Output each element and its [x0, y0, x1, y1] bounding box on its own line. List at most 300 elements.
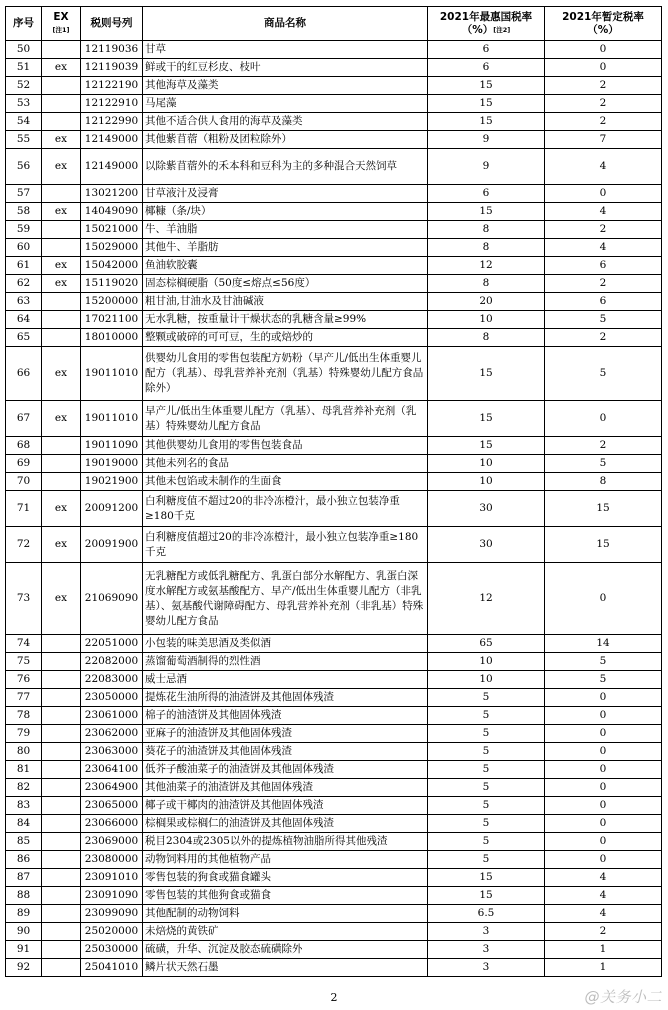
table-row [6, 131, 662, 149]
header-code: 税则号列 [81, 7, 143, 41]
cell-provisional-rate: 0 [545, 761, 662, 779]
cell-code: 19019000 [81, 455, 143, 473]
cell-seq: 77 [6, 689, 42, 707]
cell-name: 其他牛、羊脂肪 [143, 239, 428, 257]
cell-mfn-rate: 8 [428, 221, 545, 239]
cell-seq: 71 [6, 491, 42, 527]
table-row [6, 707, 662, 725]
cell-name: 威士忌酒 [143, 671, 428, 689]
cell-mfn-rate: 15 [428, 203, 545, 221]
cell-name: 提炼花生油所得的油渣饼及其他固体残渣 [143, 689, 428, 707]
cell-provisional-rate: 4 [545, 239, 662, 257]
cell-code: 20091200 [81, 491, 143, 527]
table-row [6, 743, 662, 761]
table-row [6, 473, 662, 491]
table-row [6, 455, 662, 473]
cell-mfn-rate: 15 [428, 401, 545, 437]
cell-name: 早产儿/低出生体重婴儿配方（乳基）、母乳营养补充剂（乳基）特殊婴幼儿配方食品 [143, 401, 428, 437]
cell-provisional-rate: 0 [545, 797, 662, 815]
cell-ex [42, 41, 81, 59]
cell-mfn-rate: 6.5 [428, 905, 545, 923]
cell-ex [42, 815, 81, 833]
cell-ex [42, 779, 81, 797]
cell-code: 23091090 [81, 887, 143, 905]
cell-provisional-rate: 2 [545, 95, 662, 113]
cell-provisional-rate: 15 [545, 491, 662, 527]
cell-mfn-rate: 5 [428, 743, 545, 761]
cell-name: 其他配制的动物饲料 [143, 905, 428, 923]
cell-ex: ex [42, 563, 81, 635]
cell-mfn-rate: 10 [428, 653, 545, 671]
table-row [6, 653, 662, 671]
cell-provisional-rate: 4 [545, 203, 662, 221]
cell-mfn-rate: 15 [428, 113, 545, 131]
cell-provisional-rate: 0 [545, 401, 662, 437]
cell-code: 23080000 [81, 851, 143, 869]
cell-ex: ex [42, 257, 81, 275]
cell-ex [42, 725, 81, 743]
cell-ex [42, 635, 81, 653]
cell-name: 零售包装的狗食或猫食罐头 [143, 869, 428, 887]
cell-mfn-rate: 10 [428, 455, 545, 473]
cell-code: 25030000 [81, 941, 143, 959]
cell-name: 其他海草及藻类 [143, 77, 428, 95]
cell-provisional-rate: 14 [545, 635, 662, 653]
cell-mfn-rate: 5 [428, 689, 545, 707]
cell-mfn-rate: 15 [428, 437, 545, 455]
cell-name: 蒸馏葡萄酒制得的烈性酒 [143, 653, 428, 671]
table-row [6, 221, 662, 239]
table-row [6, 113, 662, 131]
cell-provisional-rate: 5 [545, 671, 662, 689]
cell-seq: 81 [6, 761, 42, 779]
cell-seq: 70 [6, 473, 42, 491]
cell-seq: 89 [6, 905, 42, 923]
cell-mfn-rate: 8 [428, 329, 545, 347]
table-row [6, 689, 662, 707]
cell-ex: ex [42, 347, 81, 401]
cell-provisional-rate: 4 [545, 149, 662, 185]
cell-seq: 92 [6, 959, 42, 977]
cell-seq: 72 [6, 527, 42, 563]
cell-seq: 85 [6, 833, 42, 851]
table-row [6, 203, 662, 221]
cell-mfn-rate: 5 [428, 833, 545, 851]
cell-seq: 84 [6, 815, 42, 833]
cell-code: 12122910 [81, 95, 143, 113]
cell-mfn-rate: 8 [428, 275, 545, 293]
cell-seq: 62 [6, 275, 42, 293]
cell-seq: 54 [6, 113, 42, 131]
cell-provisional-rate: 2 [545, 329, 662, 347]
cell-code: 23050000 [81, 689, 143, 707]
table-row [6, 761, 662, 779]
cell-mfn-rate: 15 [428, 347, 545, 401]
cell-mfn-rate: 6 [428, 59, 545, 77]
table-row [6, 275, 662, 293]
header-ex [42, 7, 81, 41]
cell-name: 税目2304或2305以外的提炼植物油脂所得其他残渣 [143, 833, 428, 851]
cell-name: 未焙烧的黄铁矿 [143, 923, 428, 941]
cell-provisional-rate: 2 [545, 77, 662, 95]
cell-seq: 91 [6, 941, 42, 959]
table-row [6, 329, 662, 347]
cell-name: 棕榈果或棕榈仁的油渣饼及其他固体残渣 [143, 815, 428, 833]
cell-mfn-rate: 5 [428, 851, 545, 869]
cell-seq: 63 [6, 293, 42, 311]
cell-code: 12119039 [81, 59, 143, 77]
table-row [6, 95, 662, 113]
cell-name: 椰子或干椰肉的油渣饼及其他固体残渣 [143, 797, 428, 815]
cell-mfn-rate: 6 [428, 41, 545, 59]
header-row [6, 7, 662, 41]
cell-provisional-rate: 1 [545, 941, 662, 959]
cell-name: 其他未包馅或未制作的生面食 [143, 473, 428, 491]
cell-name: 椰糠（条/块） [143, 203, 428, 221]
cell-ex [42, 905, 81, 923]
table-row [6, 797, 662, 815]
table-row [6, 59, 662, 77]
cell-code: 18010000 [81, 329, 143, 347]
cell-mfn-rate: 9 [428, 131, 545, 149]
cell-name: 零售包装的其他狗食或猫食 [143, 887, 428, 905]
cell-mfn-rate: 8 [428, 239, 545, 257]
cell-mfn-rate: 20 [428, 293, 545, 311]
cell-code: 15119020 [81, 275, 143, 293]
table-row [6, 311, 662, 329]
cell-ex [42, 95, 81, 113]
cell-mfn-rate: 12 [428, 563, 545, 635]
cell-provisional-rate: 1 [545, 959, 662, 977]
watermark-text: @关务小二 [584, 988, 662, 1006]
cell-provisional-rate: 0 [545, 59, 662, 77]
cell-provisional-rate: 7 [545, 131, 662, 149]
cell-seq: 68 [6, 437, 42, 455]
cell-code: 23063000 [81, 743, 143, 761]
cell-mfn-rate: 5 [428, 707, 545, 725]
cell-ex [42, 941, 81, 959]
header-seq: 序号 [6, 7, 42, 41]
cell-code: 19011010 [81, 347, 143, 401]
header-prov [545, 7, 662, 41]
table-header [6, 7, 662, 41]
cell-ex [42, 887, 81, 905]
cell-provisional-rate: 4 [545, 887, 662, 905]
page-number: 2 [330, 991, 338, 1004]
cell-seq: 65 [6, 329, 42, 347]
cell-code: 15021000 [81, 221, 143, 239]
cell-mfn-rate: 30 [428, 491, 545, 527]
cell-mfn-rate: 5 [428, 797, 545, 815]
cell-mfn-rate: 5 [428, 761, 545, 779]
table-row [6, 77, 662, 95]
cell-name: 其他不适合供人食用的海草及藻类 [143, 113, 428, 131]
cell-name: 白利糖度值超过20的非冷冻橙汁，最小独立包装净重≥180千克 [143, 527, 428, 563]
cell-name: 甘草液汁及浸膏 [143, 185, 428, 203]
header-prov-line1: 2021年暂定税率 [562, 10, 644, 23]
cell-code: 12122990 [81, 113, 143, 131]
cell-code: 21069090 [81, 563, 143, 635]
cell-name: 整颗或破碎的可可豆，生的或焙炒的 [143, 329, 428, 347]
cell-name: 其他供婴幼儿食用的零售包装食品 [143, 437, 428, 455]
cell-provisional-rate: 0 [545, 563, 662, 635]
cell-code: 23065000 [81, 797, 143, 815]
cell-provisional-rate: 5 [545, 311, 662, 329]
table-row [6, 923, 662, 941]
cell-mfn-rate: 15 [428, 77, 545, 95]
cell-name: 硫磺，升华、沉淀及胶态硫磺除外 [143, 941, 428, 959]
cell-ex: ex [42, 527, 81, 563]
cell-code: 15200000 [81, 293, 143, 311]
table-row [6, 257, 662, 275]
cell-ex [42, 329, 81, 347]
cell-seq: 53 [6, 95, 42, 113]
cell-seq: 82 [6, 779, 42, 797]
cell-ex: ex [42, 59, 81, 77]
table-row [6, 941, 662, 959]
table-row [6, 779, 662, 797]
cell-mfn-rate: 30 [428, 527, 545, 563]
cell-provisional-rate: 0 [545, 707, 662, 725]
cell-code: 12149000 [81, 131, 143, 149]
cell-seq: 74 [6, 635, 42, 653]
cell-ex: ex [42, 275, 81, 293]
cell-provisional-rate: 5 [545, 653, 662, 671]
cell-name: 其他油菜子的油渣饼及其他固体残渣 [143, 779, 428, 797]
header-prov-line2: （%） [587, 23, 619, 36]
cell-ex [42, 707, 81, 725]
cell-ex [42, 77, 81, 95]
cell-seq: 76 [6, 671, 42, 689]
table-row [6, 239, 662, 257]
header-ex-label: EX [53, 10, 69, 23]
cell-provisional-rate: 4 [545, 869, 662, 887]
cell-name: 鱼油软胶囊 [143, 257, 428, 275]
cell-ex [42, 455, 81, 473]
cell-mfn-rate: 5 [428, 725, 545, 743]
cell-provisional-rate: 8 [545, 473, 662, 491]
table-body [6, 41, 662, 977]
cell-ex [42, 239, 81, 257]
table-row [6, 671, 662, 689]
cell-code: 14049090 [81, 203, 143, 221]
table-row [6, 401, 662, 437]
cell-name: 棉子的油渣饼及其他固体残渣 [143, 707, 428, 725]
cell-seq: 59 [6, 221, 42, 239]
cell-name: 固态棕榈硬脂（50度≤熔点≤56度） [143, 275, 428, 293]
cell-name: 马尾藻 [143, 95, 428, 113]
table-row [6, 887, 662, 905]
cell-code: 12149000 [81, 149, 143, 185]
table-row [6, 905, 662, 923]
cell-ex [42, 833, 81, 851]
cell-mfn-rate: 3 [428, 941, 545, 959]
cell-name: 亚麻子的油渣饼及其他固体残渣 [143, 725, 428, 743]
cell-seq: 83 [6, 797, 42, 815]
cell-ex [42, 437, 81, 455]
cell-seq: 90 [6, 923, 42, 941]
tariff-table [5, 6, 662, 977]
cell-seq: 50 [6, 41, 42, 59]
cell-provisional-rate: 5 [545, 455, 662, 473]
cell-ex [42, 293, 81, 311]
cell-code: 23069000 [81, 833, 143, 851]
cell-name: 无乳糖配方或低乳糖配方、乳蛋白部分水解配方、乳蛋白深度水解配方或氨基酸配方、早产/低出生体重婴儿配方（非乳基）、氨基酸代谢障碍配方、母乳营养补充剂（非乳基）特殊婴幼儿配方食品 [143, 563, 428, 635]
cell-provisional-rate: 0 [545, 743, 662, 761]
cell-ex [42, 473, 81, 491]
header-mfn-line1: 2021年最惠国税率 [439, 10, 533, 23]
header-name: 商品名称 [143, 7, 428, 41]
header-mfn-note: [注2] [493, 25, 511, 34]
cell-name: 低芥子酸油菜子的油渣饼及其他固体残渣 [143, 761, 428, 779]
cell-code: 12122190 [81, 77, 143, 95]
cell-name: 无水乳糖，按重量计干燥状态的乳糖含量≥99% [143, 311, 428, 329]
cell-ex [42, 959, 81, 977]
table-row [6, 851, 662, 869]
cell-code: 15029000 [81, 239, 143, 257]
cell-seq: 86 [6, 851, 42, 869]
cell-mfn-rate: 3 [428, 923, 545, 941]
cell-provisional-rate: 0 [545, 779, 662, 797]
cell-mfn-rate: 3 [428, 959, 545, 977]
cell-seq: 69 [6, 455, 42, 473]
cell-seq: 79 [6, 725, 42, 743]
cell-provisional-rate: 2 [545, 437, 662, 455]
table-row [6, 869, 662, 887]
cell-name: 动物饲料用的其他植物产品 [143, 851, 428, 869]
cell-seq: 56 [6, 149, 42, 185]
table-row [6, 959, 662, 977]
cell-provisional-rate: 0 [545, 41, 662, 59]
cell-name: 以除紫苜蓿外的禾本科和豆科为主的多种混合天然饲草 [143, 149, 428, 185]
cell-ex: ex [42, 149, 81, 185]
cell-name: 牛、羊油脂 [143, 221, 428, 239]
cell-ex [42, 761, 81, 779]
cell-ex [42, 113, 81, 131]
cell-ex: ex [42, 131, 81, 149]
cell-seq: 58 [6, 203, 42, 221]
cell-code: 19021900 [81, 473, 143, 491]
header-mfn [428, 7, 545, 41]
cell-seq: 80 [6, 743, 42, 761]
header-ex-note: [注1] [52, 25, 70, 34]
cell-seq: 60 [6, 239, 42, 257]
cell-mfn-rate: 9 [428, 149, 545, 185]
cell-code: 15042000 [81, 257, 143, 275]
cell-mfn-rate: 10 [428, 671, 545, 689]
table-row [6, 293, 662, 311]
cell-name: 小包装的味美思酒及类似酒 [143, 635, 428, 653]
cell-provisional-rate: 5 [545, 347, 662, 401]
header-mfn-line2: （%） [461, 23, 494, 36]
table-row [6, 437, 662, 455]
cell-name: 其他未列名的食品 [143, 455, 428, 473]
cell-name: 鳞片状天然石墨 [143, 959, 428, 977]
cell-provisional-rate: 15 [545, 527, 662, 563]
cell-provisional-rate: 2 [545, 221, 662, 239]
cell-ex: ex [42, 491, 81, 527]
table-row [6, 491, 662, 527]
cell-code: 23064900 [81, 779, 143, 797]
cell-code: 17021100 [81, 311, 143, 329]
cell-provisional-rate: 0 [545, 185, 662, 203]
cell-provisional-rate: 2 [545, 113, 662, 131]
cell-provisional-rate: 0 [545, 689, 662, 707]
cell-mfn-rate: 65 [428, 635, 545, 653]
cell-seq: 51 [6, 59, 42, 77]
cell-code: 23066000 [81, 815, 143, 833]
cell-code: 23091010 [81, 869, 143, 887]
cell-provisional-rate: 0 [545, 833, 662, 851]
cell-seq: 66 [6, 347, 42, 401]
cell-ex [42, 743, 81, 761]
cell-seq: 87 [6, 869, 42, 887]
cell-mfn-rate: 15 [428, 887, 545, 905]
table-row [6, 149, 662, 185]
table-row [6, 833, 662, 851]
cell-seq: 67 [6, 401, 42, 437]
cell-mfn-rate: 10 [428, 473, 545, 491]
cell-seq: 61 [6, 257, 42, 275]
cell-ex [42, 311, 81, 329]
cell-ex [42, 671, 81, 689]
cell-provisional-rate: 2 [545, 923, 662, 941]
cell-seq: 52 [6, 77, 42, 95]
cell-mfn-rate: 10 [428, 311, 545, 329]
cell-code: 22083000 [81, 671, 143, 689]
cell-provisional-rate: 6 [545, 293, 662, 311]
cell-name: 白利糖度值不超过20的非冷冻橙汁，最小独立包装净重≥180千克 [143, 491, 428, 527]
cell-seq: 64 [6, 311, 42, 329]
table-row [6, 725, 662, 743]
cell-code: 12119036 [81, 41, 143, 59]
cell-code: 23061000 [81, 707, 143, 725]
cell-name: 鲜或干的红豆杉皮、枝叶 [143, 59, 428, 77]
cell-code: 22051000 [81, 635, 143, 653]
cell-code: 13021200 [81, 185, 143, 203]
cell-code: 25041010 [81, 959, 143, 977]
cell-mfn-rate: 5 [428, 779, 545, 797]
cell-ex [42, 923, 81, 941]
cell-code: 25020000 [81, 923, 143, 941]
table-row [6, 563, 662, 635]
table-row [6, 347, 662, 401]
cell-mfn-rate: 6 [428, 185, 545, 203]
cell-ex [42, 221, 81, 239]
cell-code: 23064100 [81, 761, 143, 779]
cell-seq: 75 [6, 653, 42, 671]
table-row [6, 815, 662, 833]
cell-provisional-rate: 0 [545, 815, 662, 833]
cell-name: 供婴幼儿食用的零售包装配方奶粉（早产儿/低出生体重婴儿配方（乳基）、母乳营养补充剂（乳基）特殊婴幼儿配方食品除外） [143, 347, 428, 401]
cell-ex: ex [42, 401, 81, 437]
cell-ex [42, 797, 81, 815]
cell-name: 甘草 [143, 41, 428, 59]
table-row [6, 185, 662, 203]
cell-ex [42, 689, 81, 707]
cell-code: 19011010 [81, 401, 143, 437]
table-row [6, 527, 662, 563]
cell-code: 19011090 [81, 437, 143, 455]
cell-name: 粗甘油,甘油水及甘油碱液 [143, 293, 428, 311]
cell-mfn-rate: 5 [428, 815, 545, 833]
cell-provisional-rate: 0 [545, 851, 662, 869]
cell-seq: 88 [6, 887, 42, 905]
cell-provisional-rate: 2 [545, 275, 662, 293]
cell-seq: 55 [6, 131, 42, 149]
cell-name: 其他紫苜蓿（粗粉及团粒除外） [143, 131, 428, 149]
table-row [6, 635, 662, 653]
